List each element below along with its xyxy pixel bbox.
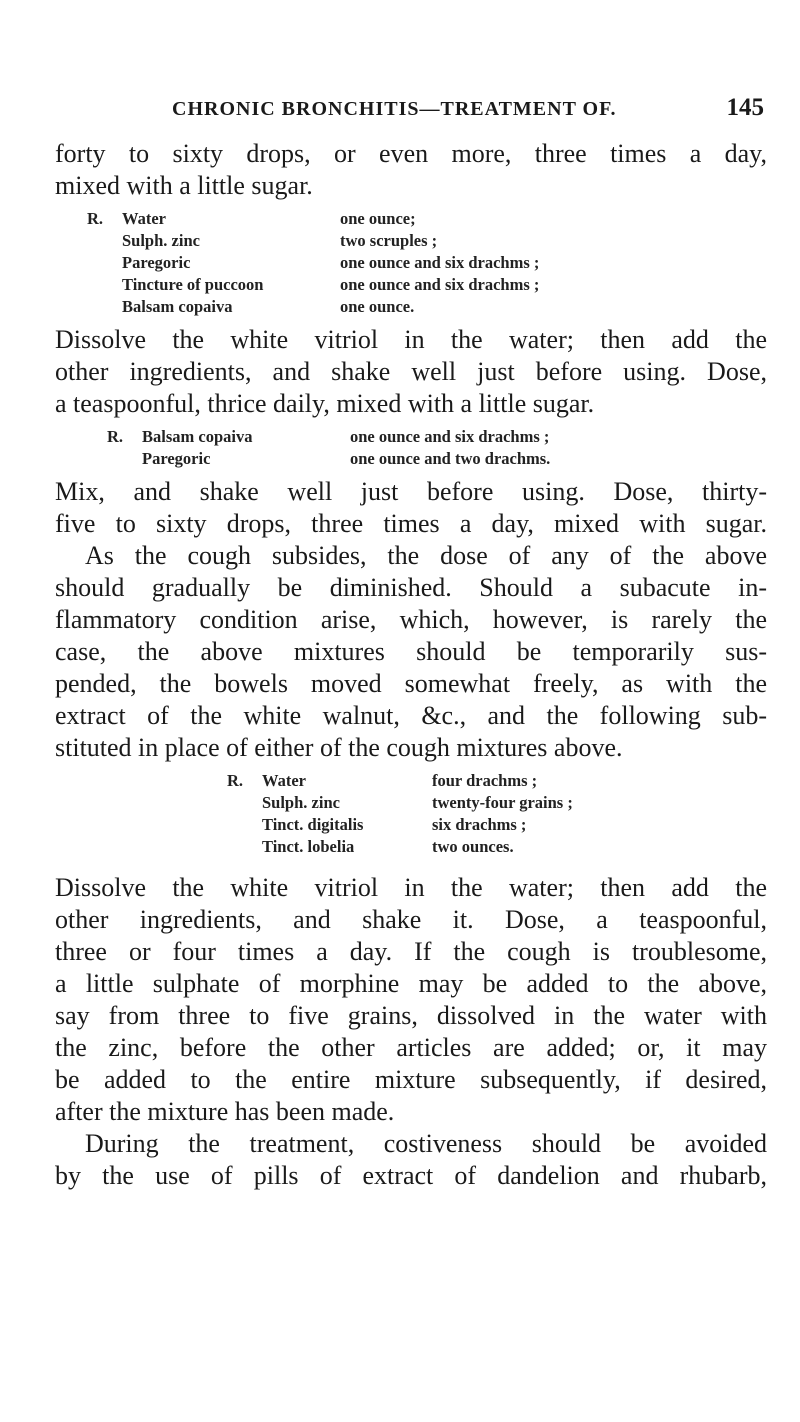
prescription-3 [227, 770, 767, 858]
rx-row [227, 792, 573, 814]
rx-amount: one ounce and six drachms ; [350, 427, 550, 446]
rx-row [87, 208, 539, 230]
text-line: after the mixture has been made. [55, 1097, 395, 1126]
rx-amount: two scruples ; [340, 231, 438, 250]
paragraph-5 [55, 1128, 767, 1192]
rx-row [87, 252, 539, 274]
text-line: the zinc, before the other articles are added; or, it may [55, 1033, 767, 1062]
rx-row [227, 770, 573, 792]
text-line: Dissolve the white vitriol in the water; then add the [55, 873, 767, 902]
text-line: three or four times a day. If the cough is troublesome, [55, 937, 767, 966]
paragraph-4 [55, 872, 767, 1128]
rx-ingredient: Sulph. zinc [262, 793, 340, 812]
rx-amount: one ounce and two drachms. [350, 449, 551, 468]
page-body [55, 138, 767, 1192]
text-line: mixed with a little sugar. [55, 171, 313, 200]
rx-symbol: R. [87, 209, 104, 228]
rx-row [227, 814, 573, 836]
rx-amount: six drachms ; [432, 815, 527, 834]
text-line: extract of the white walnut, &c., and the following sub- [55, 701, 767, 730]
rx-ingredient: Sulph. zinc [122, 231, 200, 250]
rx-ingredient: Tincture of puccoon [122, 275, 264, 294]
rx-symbol: R. [227, 771, 244, 790]
text-line: forty to sixty drops, or even more, three times a day, [55, 139, 767, 168]
page-number: 145 [726, 94, 764, 121]
rx-row [87, 296, 539, 318]
rx-amount: one ounce; [340, 209, 416, 228]
rx-amount: two ounces. [432, 837, 514, 856]
rx-amount: twenty-four grains ; [432, 793, 573, 812]
rx-ingredient: Tinct. lobelia [262, 837, 355, 856]
rx-amount: one ounce and six drachms ; [340, 253, 540, 272]
text-line: case, the above mixtures should be temporarily sus- [55, 637, 767, 666]
text-line: flammatory condition arise, which, however, is rarely the [55, 605, 767, 634]
rx-row [107, 426, 550, 448]
text-line: Mix, and shake well just before using. Dose, thirty- [55, 477, 767, 506]
rx-ingredient: Balsam copaiva [142, 427, 253, 446]
rx-symbol: R. [107, 427, 124, 446]
prescription-2 [107, 426, 767, 470]
rx-row [87, 274, 539, 296]
text-line: stituted in place of either of the cough mixtures above. [55, 733, 623, 762]
text-line: a little sulphate of morphine may be added to the above, [55, 969, 767, 998]
text-line: As the cough subsides, the dose of any of the above [85, 541, 767, 570]
rx-amount: four drachms ; [432, 771, 538, 790]
rx-ingredient: Tinct. digitalis [262, 815, 364, 834]
paragraph-3 [55, 476, 767, 764]
rx-amount: one ounce. [340, 297, 415, 316]
text-line: other ingredients, and shake well just before using. Dose, [55, 357, 767, 386]
rx-ingredient: Paregoric [142, 449, 211, 468]
rx-row [107, 448, 550, 470]
text-line: five to sixty drops, three times a day, mixed with sugar. [55, 509, 767, 538]
running-header [40, 94, 764, 134]
text-line: During the treatment, costiveness should be avoided [85, 1129, 767, 1158]
text-line: Dissolve the white vitriol in the water; then add the [55, 325, 767, 354]
text-line: by the use of pills of extract of dandelion and rhubarb, [55, 1161, 767, 1190]
rx-amount: one ounce and six drachms ; [340, 275, 540, 294]
rx-ingredient: Water [262, 771, 306, 790]
prescription-1 [87, 208, 767, 318]
rx-row [87, 230, 539, 252]
text-line: a teaspoonful, thrice daily, mixed with a little sugar. [55, 389, 595, 418]
text-line: should gradually be diminished. Should a subacute in- [55, 573, 767, 602]
rx-ingredient: Water [122, 209, 166, 228]
rx-ingredient: Balsam copaiva [122, 297, 233, 316]
paragraph-1 [55, 138, 767, 202]
text-line: say from three to five grains, dissolved in the water with [55, 1001, 767, 1030]
paragraph-2 [55, 324, 767, 420]
rx-row [227, 836, 573, 858]
text-line: other ingredients, and shake it. Dose, a teaspoonful, [55, 905, 767, 934]
text-line: pended, the bowels moved somewhat freely, as with the [55, 669, 767, 698]
rx-ingredient: Paregoric [122, 253, 191, 272]
running-title: CHRONIC BRONCHITIS—TREATMENT OF. [172, 98, 617, 120]
text-line: be added to the entire mixture subsequently, if desired, [55, 1065, 767, 1094]
